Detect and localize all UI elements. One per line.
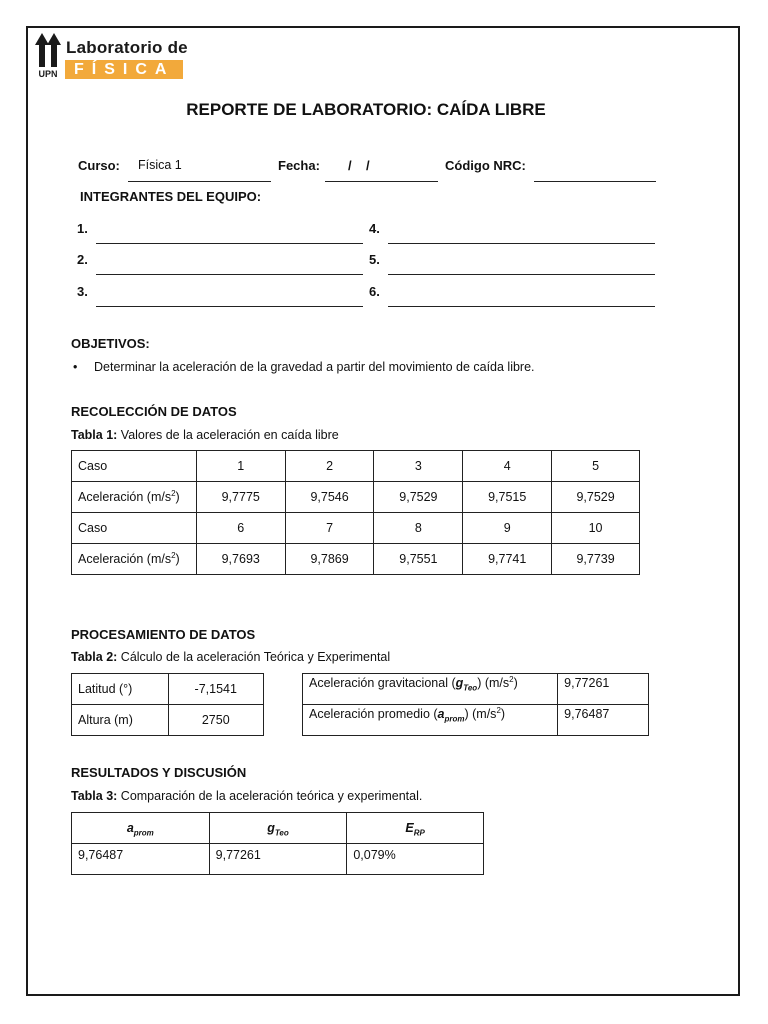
team-heading: INTEGRANTES DEL EQUIPO: [80, 189, 262, 204]
table-row [72, 844, 484, 875]
table-row [72, 482, 640, 513]
table-row [72, 705, 264, 736]
table-cell: 9,7869 [285, 544, 374, 575]
table-row [303, 705, 649, 736]
member-field-4[interactable] [388, 243, 655, 244]
table-row [72, 544, 640, 575]
bullet: • [73, 360, 78, 374]
curso-value[interactable]: Física 1 [138, 158, 182, 172]
member-field-6[interactable] [388, 306, 655, 307]
member-field-5[interactable] [388, 274, 655, 275]
table2-caption-text: Cálculo de la aceleración Teórica y Experimental [117, 650, 391, 664]
table2-left [71, 673, 264, 736]
table-cell: 7 [285, 513, 374, 544]
table-cell: Altura (m) [72, 705, 169, 736]
table-cell-acc-label: Aceleración $(m/s^2)$ [72, 544, 197, 575]
page-title: REPORTE DE LABORATORIO: CAÍDA LIBRE [186, 100, 546, 119]
table-cell: 9,7546 [285, 482, 374, 513]
table-cell-acc-label: Aceleración $(m/s^2)$ [72, 482, 197, 513]
table3-caption-text: Comparación de la aceleración teórica y experimental. [117, 789, 423, 803]
table-row [72, 513, 640, 544]
table2-right [302, 673, 649, 736]
curso-label: Curso: [78, 158, 120, 173]
objetivo-item: Determinar la aceleración de la gravedad a partir del movimiento de caída libre. [94, 360, 535, 374]
table-cell: 9,7775 [196, 482, 285, 513]
table-header-g-teo: $g_{Teo}$ [209, 813, 347, 844]
table1 [71, 450, 640, 575]
table-cell: 9 [463, 513, 552, 544]
table-cell: 9,7529 [374, 482, 463, 513]
table-cell: 9,77261 [209, 844, 347, 875]
table-cell: Caso [72, 451, 197, 482]
member-number: 1. [77, 221, 88, 236]
table3 [71, 812, 484, 875]
table-cell: 9,7551 [374, 544, 463, 575]
recoleccion-heading: RECOLECCIÓN DE DATOS [71, 404, 237, 419]
upn-logo-icon [34, 31, 62, 79]
table-cell: 9,7515 [463, 482, 552, 513]
table-cell: 8 [374, 513, 463, 544]
table-cell: 6 [196, 513, 285, 544]
table2-caption [71, 650, 390, 664]
table-cell: 9,7529 [552, 482, 640, 513]
table-cell: 9,7741 [463, 544, 552, 575]
resultados-heading: RESULTADOS Y DISCUSIÓN [71, 765, 247, 780]
table-cell: 2 [285, 451, 374, 482]
table-cell: 4 [463, 451, 552, 482]
member-field-2[interactable] [96, 274, 363, 275]
table1-caption-label: Tabla 1: [71, 428, 118, 442]
table-cell: 9,76487 [558, 705, 649, 736]
table-row [72, 451, 640, 482]
member-field-1[interactable] [96, 243, 363, 244]
table-cell: 1 [196, 451, 285, 482]
member-number: 3. [77, 284, 88, 299]
table-cell: 9,7693 [196, 544, 285, 575]
logo-mark-text: UPN [38, 69, 58, 79]
member-number: 5. [369, 252, 380, 267]
fecha-line [325, 181, 438, 182]
table3-caption-label: Tabla 3: [71, 789, 118, 803]
table-cell: -7,1541 [168, 674, 264, 705]
table-cell: 2750 [168, 705, 264, 736]
nrc-label: Código NRC: [445, 158, 526, 173]
table-cell: Latitud (°) [72, 674, 169, 705]
table1-caption [71, 428, 339, 442]
table1-caption-text: Valores de la aceleración en caída libre [117, 428, 339, 442]
logo-line2: FÍSICA [74, 61, 175, 78]
procesamiento-heading: PROCESAMIENTO DE DATOS [71, 627, 256, 642]
table-cell: 0,079% [347, 844, 484, 875]
table-header-e-rp: $E_{RP}$ [347, 813, 484, 844]
table-row [303, 674, 649, 705]
table-cell-grav-label: Aceleración gravitacional $(g_{Teo})$ $(m/s^2)$ [303, 674, 558, 705]
table-cell: 9,76487 [72, 844, 210, 875]
table2-caption-label: Tabla 2: [71, 650, 118, 664]
table-cell: Caso [72, 513, 197, 544]
fecha-value[interactable]: / / [348, 158, 370, 173]
table-cell: 9,77261 [558, 674, 649, 705]
member-number: 4. [369, 221, 380, 236]
table-header-a-prom: $a_{prom}$ [72, 813, 210, 844]
curso-line [128, 181, 271, 182]
table-row [72, 813, 484, 844]
table-cell: 5 [552, 451, 640, 482]
member-number: 6. [369, 284, 380, 299]
table3-caption [71, 789, 422, 803]
table-cell: 3 [374, 451, 463, 482]
objetivos-heading: OBJETIVOS: [71, 336, 150, 351]
logo-line1: Laboratorio de [66, 38, 188, 57]
nrc-field[interactable] [534, 181, 656, 182]
table-row [72, 674, 264, 705]
table-cell-prom-label: Aceleración promedio $(a_{prom})$ $(m/s^2)$ [303, 705, 558, 736]
member-number: 2. [77, 252, 88, 267]
table-cell: 10 [552, 513, 640, 544]
table-cell: 9,7739 [552, 544, 640, 575]
member-field-3[interactable] [96, 306, 363, 307]
fecha-label: Fecha: [278, 158, 320, 173]
